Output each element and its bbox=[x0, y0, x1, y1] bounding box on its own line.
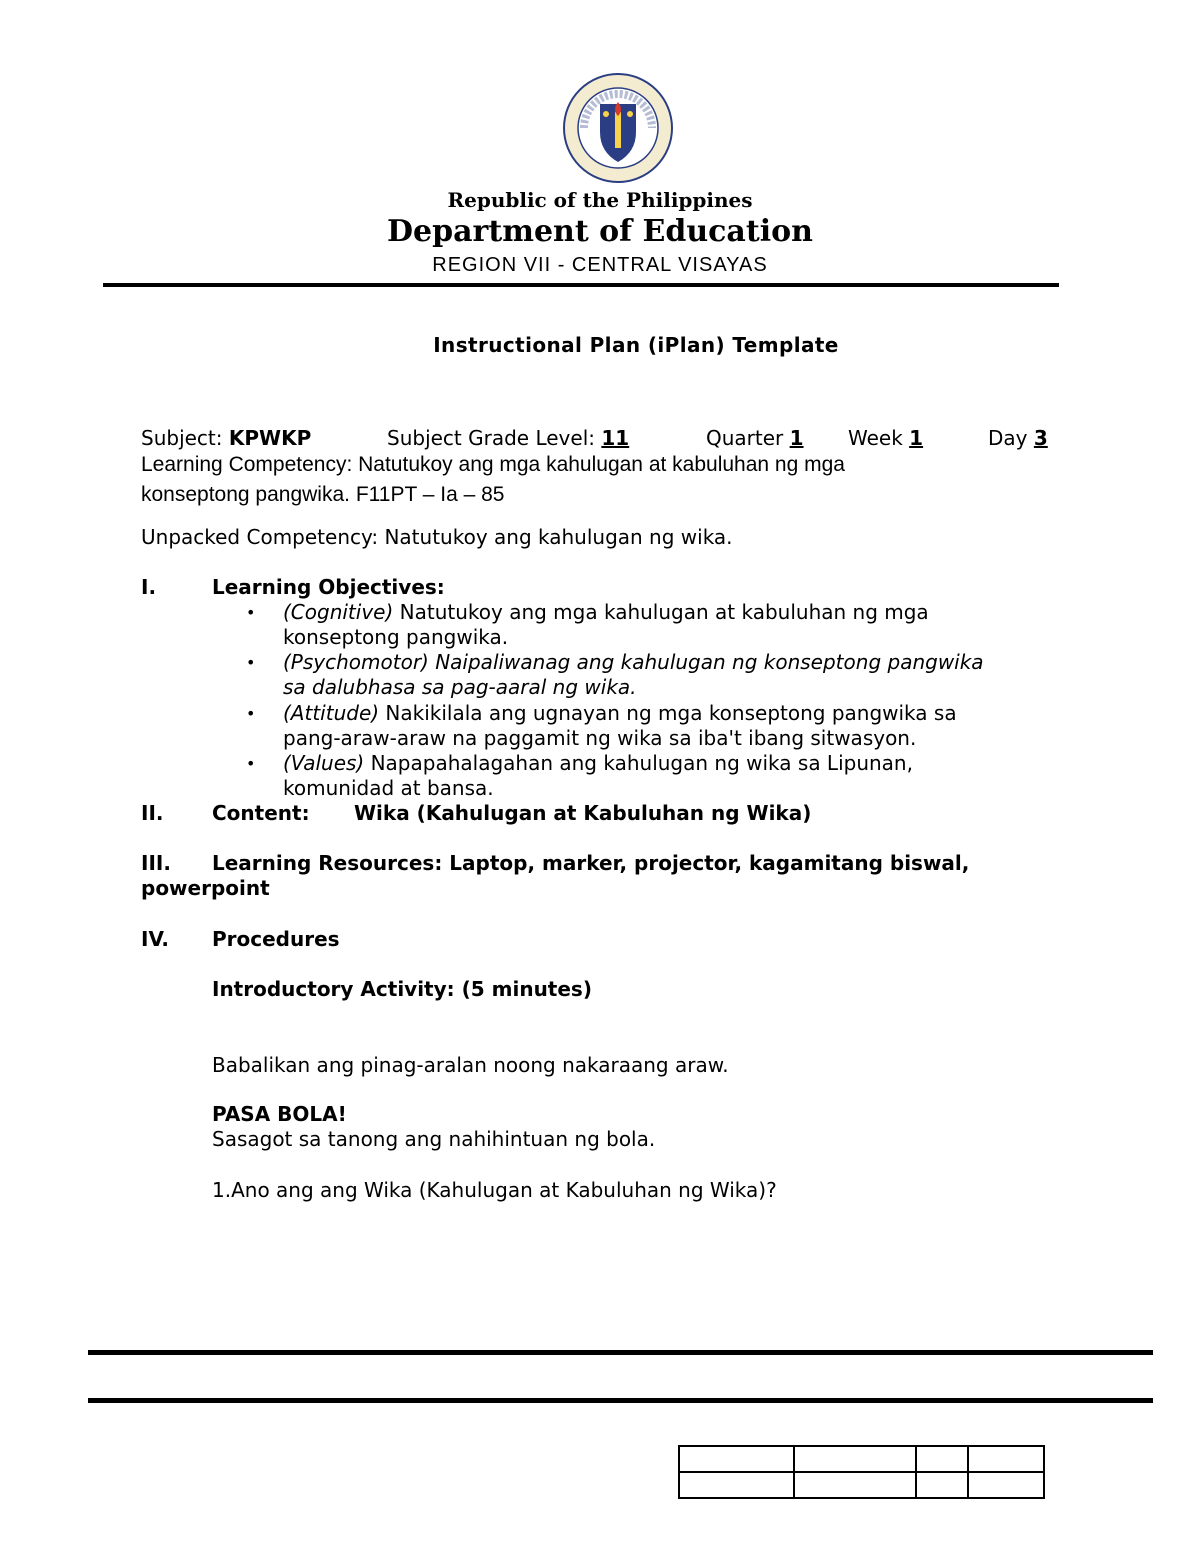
procedures-title: Procedures bbox=[212, 927, 340, 951]
footer-divider-top bbox=[88, 1350, 1153, 1355]
objective-values-line2: komunidad at bansa. bbox=[283, 776, 494, 800]
objective-text: Naipaliwanag ang kahulugan ng konseptong pangwika bbox=[428, 650, 984, 674]
week-value: 1 bbox=[909, 426, 924, 450]
objective-psychomotor-line1 bbox=[283, 652, 984, 672]
question-1: 1.Ano ang ang Wika (Kahulugan at Kabuluhan ng Wika)? bbox=[212, 1178, 777, 1202]
week-label: Week bbox=[848, 426, 910, 450]
grade-label: Subject Grade Level: bbox=[387, 426, 602, 450]
unpacked-competency: Unpacked Competency: Natutukoy ang kahulugan ng wika. bbox=[141, 525, 733, 549]
objective-cognitive-line2: konseptong pangwika. bbox=[283, 625, 509, 649]
grade-value: 11 bbox=[601, 426, 630, 450]
game-title: PASA BOLA! bbox=[212, 1102, 347, 1126]
table-cell bbox=[916, 1472, 968, 1498]
republic-heading: Republic of the Philippines bbox=[447, 188, 753, 212]
section-2-number: II. bbox=[141, 801, 164, 825]
game-description: Sasagot sa tanong ang nahihintuan ng bola. bbox=[212, 1127, 656, 1151]
table-cell bbox=[916, 1446, 968, 1472]
objective-tag: (Psychomotor) bbox=[283, 650, 429, 674]
section-4-number: IV. bbox=[141, 927, 169, 951]
section-1-number: I. bbox=[141, 575, 157, 599]
learning-resources-line2: powerpoint bbox=[141, 876, 270, 900]
table-row bbox=[679, 1446, 1044, 1472]
section-1-title: Learning Objectives: bbox=[212, 575, 445, 599]
day-value: 3 bbox=[1033, 426, 1048, 450]
footer-divider-bottom bbox=[88, 1398, 1153, 1403]
bullet-icon: • bbox=[246, 754, 256, 773]
bullet-icon: • bbox=[246, 653, 256, 672]
subject-value: KPWKP bbox=[228, 426, 312, 450]
objective-psychomotor-line2: sa dalubhasa sa pag-aaral ng wika. bbox=[283, 675, 637, 699]
learning-competency-line1: Learning Competency: Natutukoy ang mga kahulugan at kabuluhan ng mga bbox=[141, 453, 845, 476]
table-cell bbox=[794, 1472, 916, 1498]
content-label: Content: bbox=[212, 801, 310, 825]
introductory-activity-heading: Introductory Activity: (5 minutes) bbox=[212, 977, 592, 1001]
table-cell bbox=[968, 1472, 1044, 1498]
table-cell bbox=[679, 1472, 794, 1498]
objective-tag: (Cognitive) bbox=[283, 600, 394, 624]
subject-label: Subject: bbox=[141, 426, 229, 450]
objective-tag: (Values) bbox=[283, 751, 365, 775]
objective-cognitive-line1 bbox=[283, 602, 929, 622]
section-3-number: III. bbox=[141, 851, 171, 875]
objective-attitude-line1 bbox=[283, 703, 957, 723]
bullet-icon: • bbox=[246, 704, 256, 723]
table-cell bbox=[794, 1446, 916, 1472]
content-value: Wika (Kahulugan at Kabuluhan ng Wika) bbox=[354, 801, 812, 825]
region-heading: REGION VII - CENTRAL VISAYAS bbox=[432, 254, 768, 276]
subject-info bbox=[141, 428, 311, 448]
week-info bbox=[848, 428, 923, 448]
objective-text: Napapahalagahan ang kahulugan ng wika sa Lipunan, bbox=[364, 751, 913, 775]
table-cell bbox=[679, 1446, 794, 1472]
review-text: Babalikan ang pinag-aralan noong nakaraang araw. bbox=[212, 1053, 729, 1077]
document-title: Instructional Plan (iPlan) Template bbox=[433, 333, 839, 357]
objective-text: Natutukoy ang mga kahulugan at kabuluhan ng mga bbox=[393, 600, 929, 624]
footer-table bbox=[678, 1445, 1045, 1499]
day-info bbox=[988, 428, 1048, 448]
quarter-label: Quarter bbox=[706, 426, 790, 450]
day-label: Day bbox=[988, 426, 1034, 450]
bullet-icon: • bbox=[246, 603, 256, 622]
quarter-value: 1 bbox=[789, 426, 804, 450]
learning-resources-line1: Learning Resources: Laptop, marker, projector, kagamitang biswal, bbox=[212, 851, 970, 875]
table-cell bbox=[968, 1446, 1044, 1472]
deped-seal-logo bbox=[562, 72, 674, 184]
objective-values-line1 bbox=[283, 753, 913, 773]
table-row bbox=[679, 1472, 1044, 1498]
learning-competency-line2: konseptong pangwika. F11PT – Ia – 85 bbox=[141, 483, 505, 506]
objective-tag: (Attitude) bbox=[283, 701, 380, 725]
objective-text: Nakikilala ang ugnayan ng mga konseptong pangwika sa bbox=[379, 701, 957, 725]
grade-level-info bbox=[387, 428, 629, 448]
header-divider bbox=[103, 283, 1059, 287]
department-heading: Department of Education bbox=[387, 214, 813, 249]
quarter-info bbox=[706, 428, 804, 448]
objective-attitude-line2: pang-araw-araw na paggamit ng wika sa iba't ibang sitwasyon. bbox=[283, 726, 917, 750]
